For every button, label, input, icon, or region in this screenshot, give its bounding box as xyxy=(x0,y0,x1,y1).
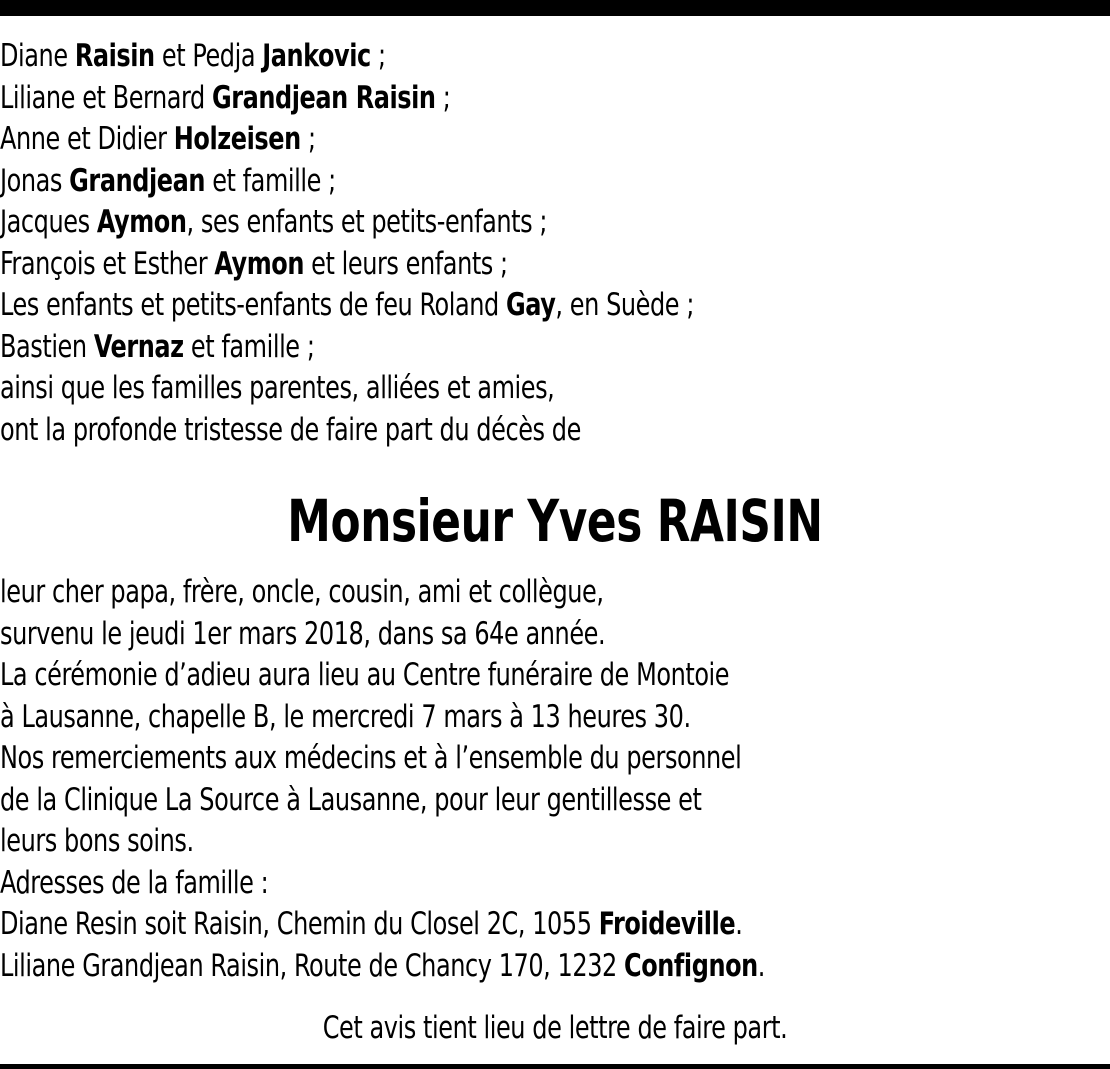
family-line: Anne et Didier Holzeisen ; xyxy=(0,121,316,157)
deceased-name: Monsieur Yves RAISIN xyxy=(287,487,823,555)
family-addresses xyxy=(0,904,1110,987)
address-line: Liliane Grandjean Raisin, Route de Chancy 170, 1232 Confignon. xyxy=(0,947,765,984)
closing-note: Cet avis tient lieu de lettre de faire part. xyxy=(322,1010,788,1046)
body-line: leur cher papa, frère, oncle, cousin, ami et collègue, xyxy=(0,574,604,610)
top-rule xyxy=(0,0,1110,16)
body-line: leurs bons soins. xyxy=(0,823,194,859)
body-line: La cérémonie d’adieu aura lieu au Centre funéraire de Montoie xyxy=(0,657,730,693)
notice-body xyxy=(0,572,1110,904)
family-line: Jonas Grandjean et famille ; xyxy=(0,162,336,199)
family-line: Diane Raisin et Pedja Jankovic ; xyxy=(0,38,386,74)
body-line: de la Clinique La Source à Lausanne, pour leur gentillesse et xyxy=(0,781,702,818)
family-line: François et Esther Aymon et leurs enfants ; xyxy=(0,245,508,282)
family-line: Bastien Vernaz et famille ; xyxy=(0,328,315,365)
family-line: ainsi que les familles parentes, alliées et amies, xyxy=(0,370,555,406)
body-line: Adresses de la famille : xyxy=(0,864,269,901)
family-line: Liliane et Bernard Grandjean Raisin ; xyxy=(0,79,451,116)
body-line: à Lausanne, chapelle B, le mercredi 7 mars à 13 heures 30. xyxy=(0,698,691,735)
family-line: ont la profonde tristesse de faire part du décès de xyxy=(0,411,581,448)
family-line: Les enfants et petits-enfants de feu Roland Gay, en Suède ; xyxy=(0,287,694,323)
family-list xyxy=(0,36,1110,451)
bottom-rule xyxy=(0,1064,1110,1069)
death-notice xyxy=(0,36,1110,987)
address-line: Diane Resin soit Raisin, Chemin du Closel 2C, 1055 Froideville. xyxy=(0,906,743,942)
family-line: Jacques Aymon, ses enfants et petits-enfants ; xyxy=(0,204,548,240)
body-line: Nos remerciements aux médecins et à l’ensemble du personnel xyxy=(0,740,742,776)
body-line: survenu le jeudi 1er mars 2018, dans sa 64e année. xyxy=(0,615,606,652)
